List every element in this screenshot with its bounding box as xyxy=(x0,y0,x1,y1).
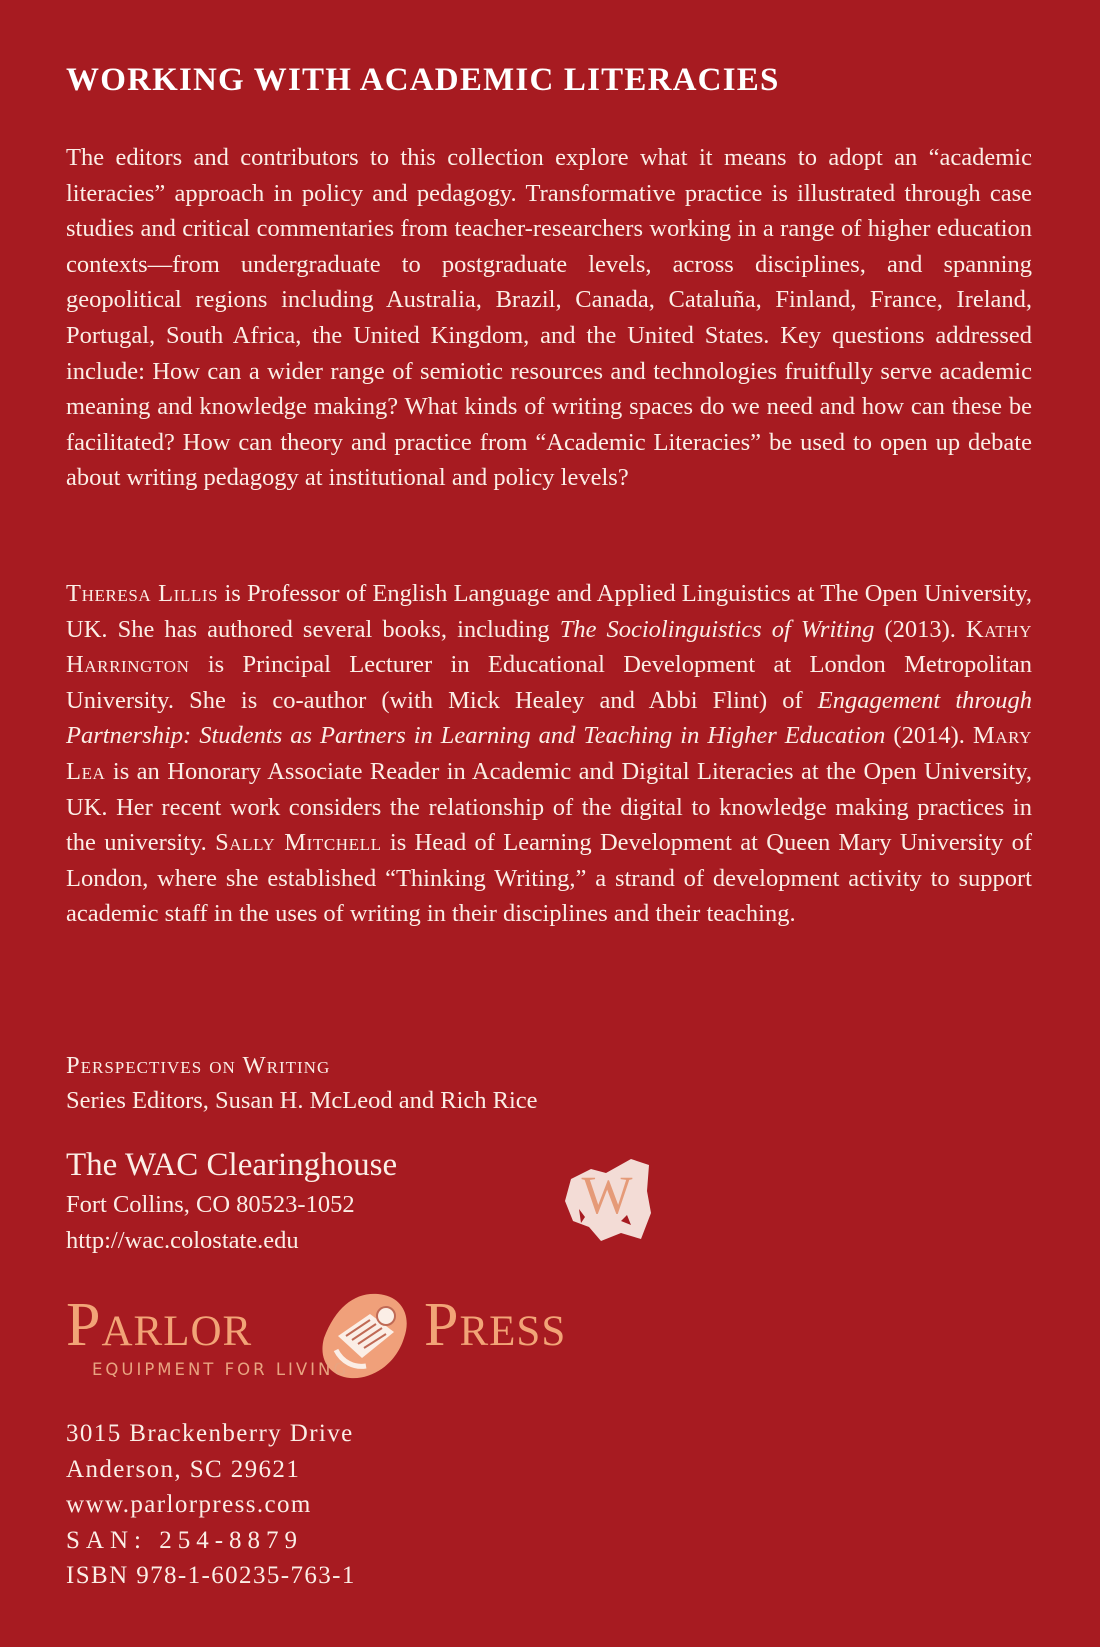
parlor-press-logo xyxy=(66,1290,586,1400)
series-editors: Series Editors, Susan H. McLeod and Rich Rice xyxy=(66,1087,538,1114)
wac-publisher-block xyxy=(66,1143,397,1259)
wac-logo-icon xyxy=(561,1151,653,1243)
bio-harrington-text: is Principal Lecturer in Educational Development at London Metropolitan University. She is co-author (with Mick Healey and Abbi Flint) of xyxy=(66,651,1032,714)
bio-lea-text: is an Honorary Associate Reader in Academic and Digital Literacies at the Open University, UK. Her recent work considers the relationship of the digital to knowledge making practices in the university. xyxy=(66,757,1032,857)
series-info xyxy=(66,1048,538,1118)
bio-mitchell-text: is Head of Learning Development at Queen Mary University of London, where she established “Thinking Writing,” a strand of development activity to support academic staff in the uses of writing in their disciplines and their teaching. xyxy=(66,829,1033,928)
wac-name: The WAC Clearinghouse xyxy=(66,1147,398,1183)
wac-logo-letter: W xyxy=(581,1165,633,1225)
author-bios xyxy=(66,576,1032,932)
author-name-harrington: Kathy Harrington xyxy=(66,615,1032,679)
address-web[interactable]: www.parlorpress.com xyxy=(66,1491,312,1518)
press-word: Press xyxy=(424,1291,567,1359)
author-name-lillis: Theresa Lillis xyxy=(66,580,219,607)
book-title: WORKING WITH ACADEMIC LITERACIES xyxy=(66,62,780,98)
author-name-lea: Mary Lea xyxy=(66,722,1032,785)
bio-harrington-year: (2014). xyxy=(885,722,973,750)
book-description: The editors and contributors to this collection explore what it means to adopt an “academic literacies” approach in policy and pedagogy. Transformative practice is illustrated through case studies and critical commentaries from teacher-researchers working in a range of higher education contexts—from undergraduate to postgraduate levels, across disciplines, and spanning geopolitical regions including Australia, Brazil, Canada, Cataluña, Finland, France, Ireland, Portugal, South Africa, the United Kingdom, and the United States. Key questions addressed include: How can a wider range of semiotic resources and technologies fruitfully serve academic meaning and knowledge making? What kinds of writing spaces do we need and how can these be facilitated? How can theory and practice from “Academic Literacies” be used to open up debate about writing pedagogy at institutional and policy levels? xyxy=(66,144,1032,492)
address-isbn: ISBN 978-1-60235-763-1 xyxy=(66,1562,356,1589)
parlor-tagline: EQUIPMENT FOR LIVING xyxy=(92,1360,350,1379)
address-street: 3015 Brackenberry Drive xyxy=(66,1420,354,1447)
parlor-word: Parlor xyxy=(66,1291,253,1359)
address-city: Anderson, SC 29621 xyxy=(66,1455,301,1483)
address-san: SAN: 254-8879 xyxy=(66,1526,304,1554)
parlor-address xyxy=(66,1416,356,1594)
book-title-lillis: The Sociolinguistics of Writing xyxy=(559,615,875,643)
wac-url[interactable]: http://wac.colostate.edu xyxy=(66,1227,299,1254)
book-title-harrington: Engagement through Partnership: Students as Partners in Learning and Teaching in Higher Education xyxy=(66,686,1032,750)
bio-lillis-year: (2013). xyxy=(874,615,966,643)
wac-city: Fort Collins, CO 80523-1052 xyxy=(66,1191,355,1218)
bio-lillis-text: is Professor of English Language and Applied Linguistics at The Open University, UK. She has authored several books, including xyxy=(66,580,1032,643)
series-name: Perspectives on Writing xyxy=(66,1052,331,1079)
author-name-mitchell: Sally Mitchell xyxy=(215,829,382,857)
